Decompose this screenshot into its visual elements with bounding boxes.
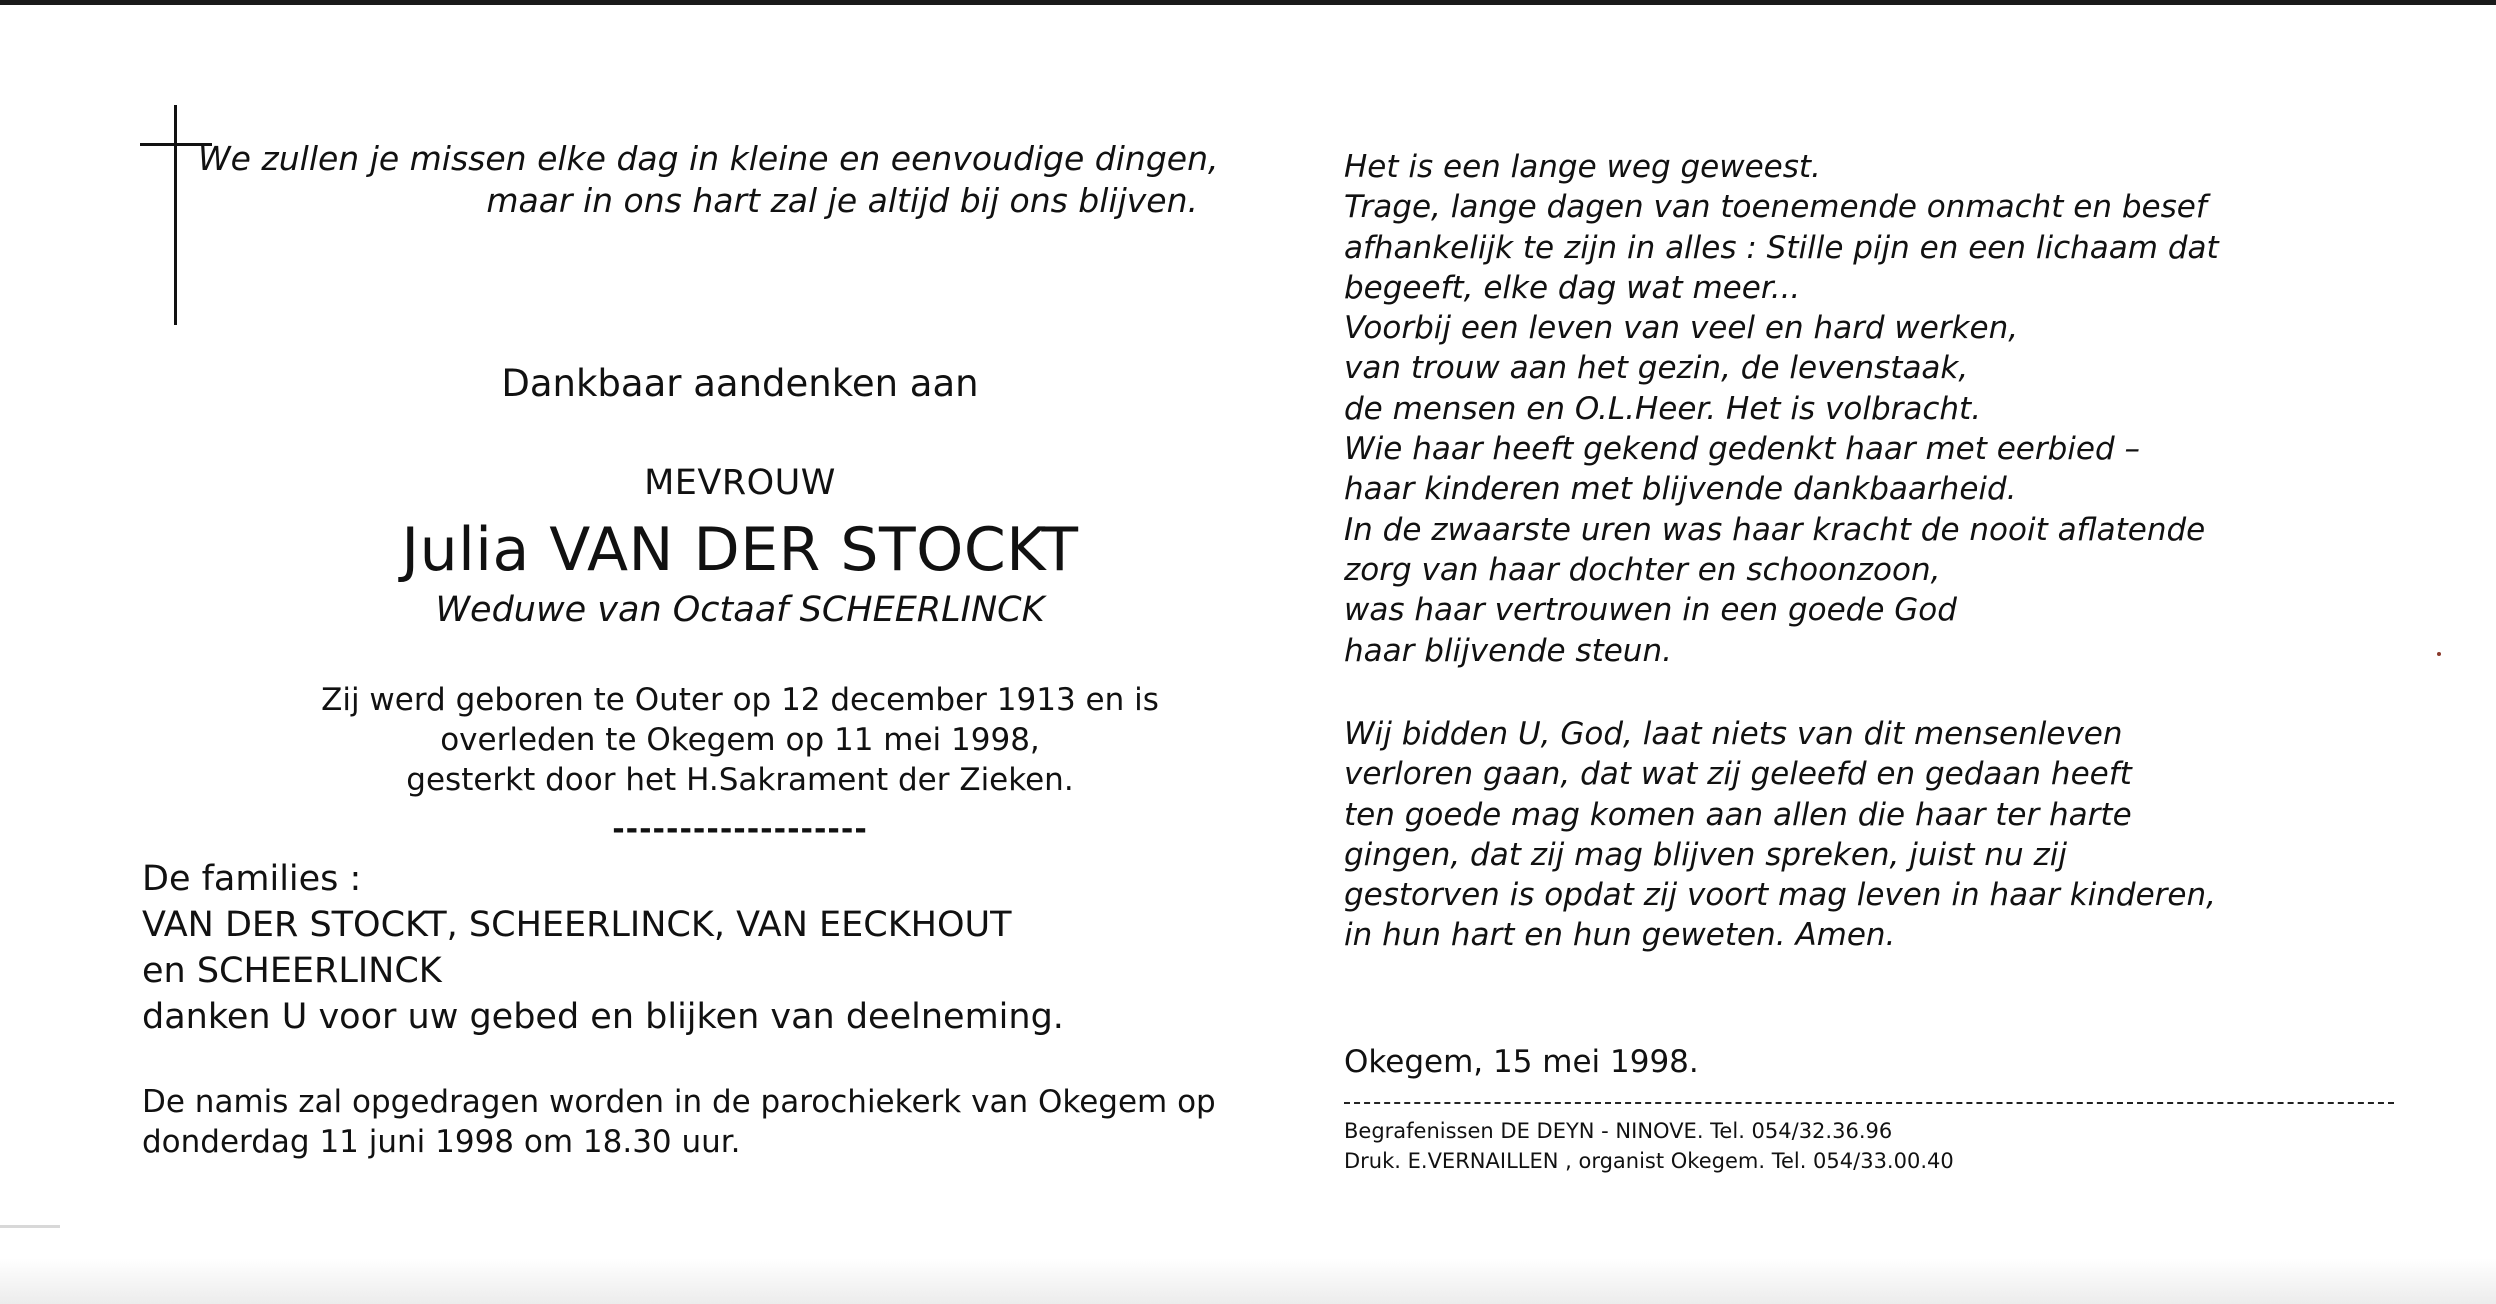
- prayer-line: gestorven is opdat zij voort mag leven in haar kinderen,: [1344, 877, 2216, 914]
- poem-line: begeeft, elke dag wat meer...: [1344, 269, 1801, 306]
- thanks-heading: Dankbaar aandenken aan: [501, 362, 979, 405]
- poem-line: zorg van haar dochter en schoonzoon,: [1344, 551, 1941, 588]
- families-line: danken U voor uw gebed en blijken van deelneming.: [142, 997, 1064, 1037]
- poem-line: de mensen en O.L.Heer. Het is volbracht.: [1344, 390, 1982, 427]
- salutation: MEVROUW: [644, 463, 836, 503]
- poem-line: afhankelijk te zijn in alles : Stille pijn en een lichaam dat: [1344, 229, 2219, 266]
- prayer-line: gingen, dat zij mag blijven spreken, juist nu zij: [1344, 836, 2067, 873]
- deceased-name: Julia VAN DER STOCKT: [401, 515, 1079, 585]
- prayer-line: in hun hart en hun geweten. Amen.: [1344, 917, 1896, 954]
- families-line: De families :: [142, 859, 362, 899]
- widow-of-line: Weduwe van Octaaf SCHEERLINCK: [435, 590, 1045, 630]
- families-line: VAN DER STOCKT, SCHEERLINCK, VAN EECKHOUT: [142, 905, 1012, 945]
- mass-notice: [142, 1082, 1292, 1162]
- card-top-edge: [0, 0, 2496, 5]
- card-edge-mark: [0, 1225, 60, 1228]
- bio-line: Zij werd geboren te Outer op 12 december 1913 en is: [321, 682, 1159, 718]
- bio-line: overleden te Okegem op 11 mei 1998,: [440, 722, 1040, 758]
- credit-line: Begrafenissen DE DEYN - NINOVE. Tel. 054/32.36.96: [1344, 1119, 1893, 1143]
- mass-line: donderdag 11 juni 1998 om 18.30 uur.: [142, 1124, 741, 1160]
- families-line: en SCHEERLINCK: [142, 951, 442, 991]
- place-date: Okegem, 15 mei 1998.: [1344, 1044, 1699, 1080]
- poem-line: haar kinderen met blijvende dankbaarheid.: [1344, 471, 2017, 508]
- poem-line: haar blijvende steun.: [1344, 632, 1672, 669]
- families-block: [142, 856, 1242, 1040]
- poem-line: Trage, lange dagen van toenemende onmacht en besef: [1344, 189, 2207, 226]
- prayer-line: ten goede mag komen aan allen die haar ter harte: [1344, 796, 2132, 833]
- prayer-line: verloren gaan, dat wat zij geleefd en gedaan heeft: [1344, 756, 2132, 793]
- biography: [190, 680, 1290, 800]
- poem-line: Voorbij een leven van veel en hard werken,: [1344, 310, 2019, 347]
- bio-line: gesterkt door het H.Sakrament der Zieken.: [406, 762, 1074, 798]
- footer-divider: [1344, 1102, 2394, 1104]
- poem-line: Het is een lange weg geweest.: [1344, 149, 1821, 185]
- ink-speck: [2437, 652, 2441, 656]
- poem-line: van trouw aan het gezin, de levenstaak,: [1344, 350, 1969, 387]
- poem-line: In de zwaarste uren was haar kracht de nooit aflatende: [1344, 511, 2206, 548]
- poem-line: Wie haar heeft gekend gedenkt haar met eerbied –: [1344, 431, 2141, 468]
- card-bottom-shade: [0, 1258, 2496, 1304]
- prayer-line: Wij bidden U, God, laat niets van dit mensenleven: [1344, 716, 2123, 752]
- mass-line: De namis zal opgedragen worden in de parochiekerk van Okegem op: [142, 1084, 1216, 1120]
- motto: [198, 138, 1219, 222]
- poem: [1344, 147, 2444, 671]
- motto-line: maar in ons hart zal je altijd bij ons blijven.: [486, 181, 1198, 220]
- motto-line: We zullen je missen elke dag in kleine en eenvoudige dingen,: [198, 139, 1219, 178]
- credit-line: Druk. E.VERNAILLEN , organist Okegem. Tel. 054/33.00.40: [1344, 1149, 1954, 1173]
- prayer: [1344, 714, 2444, 956]
- separator: -------------------: [612, 812, 868, 847]
- credits: [1344, 1116, 1954, 1176]
- poem-line: was haar vertrouwen in een goede God: [1344, 592, 1957, 629]
- cross-vertical-bar: [174, 105, 177, 325]
